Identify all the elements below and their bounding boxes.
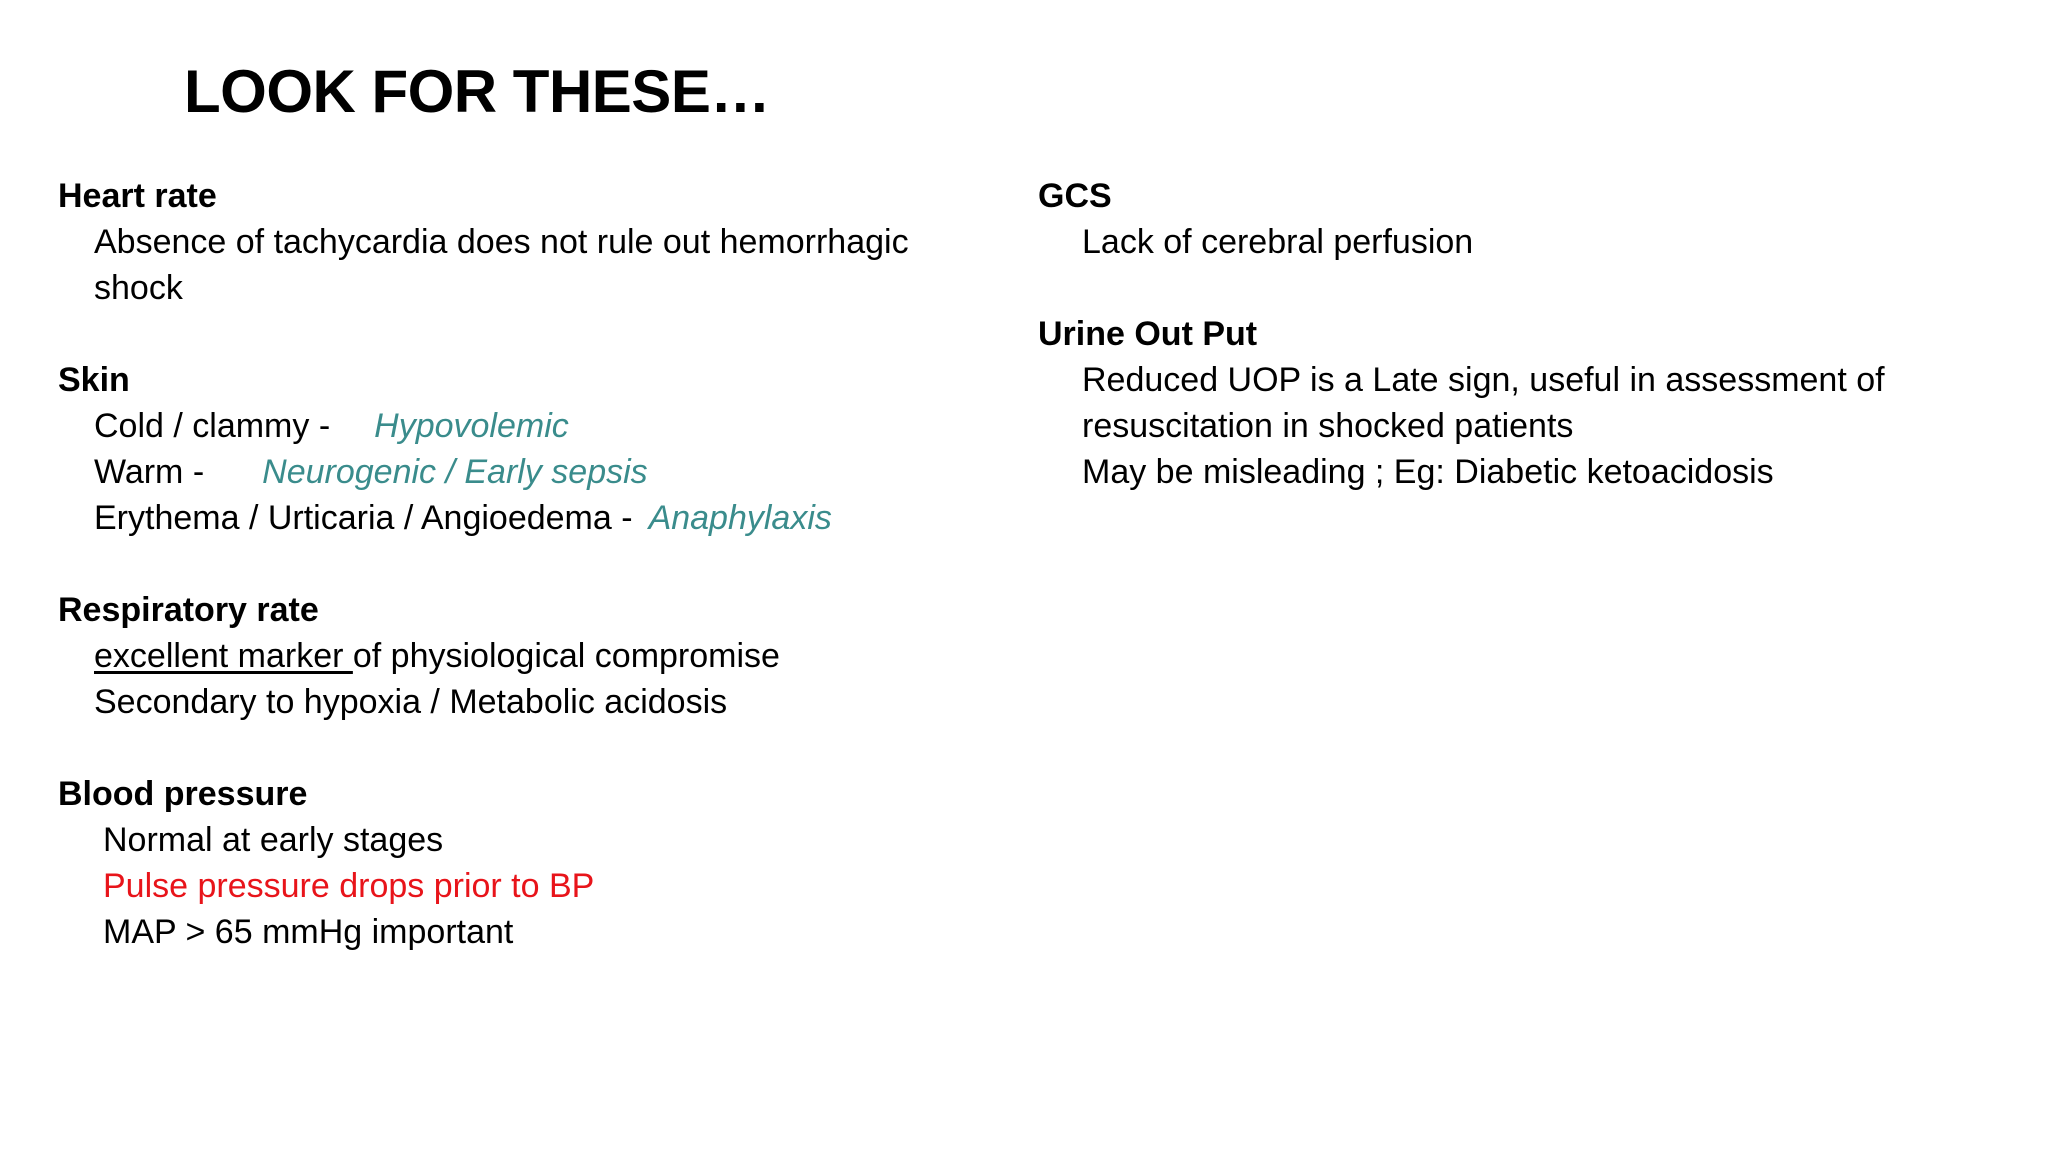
respiratory-rate-section	[58, 587, 1018, 725]
skin-row-1-accent: Hypovolemic	[374, 407, 569, 445]
right-column	[1038, 173, 1998, 495]
blood-pressure-warning-line: Pulse pressure drops prior to BP	[103, 867, 595, 905]
urine-output-line-1: Reduced UOP is a Late sign, useful in assessment of	[1082, 361, 1885, 399]
left-column	[58, 173, 1018, 955]
skin-section	[58, 357, 1018, 541]
section-gap	[58, 725, 1018, 771]
respiratory-line-1-rest: of physiological compromise	[352, 637, 780, 675]
urine-output-line-3: May be misleading ; Eg: Diabetic ketoacidosis	[1082, 453, 1774, 491]
skin-row-3-accent: Anaphylaxis	[648, 499, 832, 537]
blood-pressure-line-1: Normal at early stages	[103, 821, 444, 859]
skin-row-3-text: Erythema / Urticaria / Angioedema -	[94, 499, 633, 537]
skin-heading: Skin	[58, 361, 130, 399]
heart-rate-line-1: Absence of tachycardia does not rule out hemorrhagic	[94, 223, 909, 261]
slide-title: LOOK FOR THESE…	[184, 58, 770, 125]
heart-rate-section	[58, 173, 1018, 311]
respiratory-rate-line-2: Secondary to hypoxia / Metabolic acidosis	[94, 683, 728, 721]
blood-pressure-section	[58, 771, 1018, 955]
gcs-line-1: Lack of cerebral perfusion	[1082, 223, 1474, 261]
skin-row-3	[58, 495, 1018, 541]
urine-output-section	[1038, 311, 1998, 495]
section-gap	[58, 311, 1018, 357]
blood-pressure-line-3: MAP > 65 mmHg important	[103, 913, 514, 951]
skin-row-2	[58, 449, 1018, 495]
blood-pressure-heading: Blood pressure	[58, 775, 308, 813]
gcs-section	[1038, 173, 1998, 265]
section-gap	[1038, 265, 1998, 311]
urine-output-line-2: resuscitation in shocked patients	[1082, 407, 1574, 445]
gcs-heading: GCS	[1038, 177, 1112, 215]
skin-row-2-accent: Neurogenic / Early sepsis	[262, 453, 648, 491]
heart-rate-heading: Heart rate	[58, 177, 217, 215]
urine-output-heading: Urine Out Put	[1038, 315, 1258, 353]
respiratory-underlined-text: excellent marker	[94, 637, 353, 675]
section-gap	[58, 541, 1018, 587]
respiratory-rate-heading: Respiratory rate	[58, 591, 319, 629]
heart-rate-line-2: shock	[94, 269, 183, 307]
skin-row-2-text: Warm -	[94, 453, 205, 491]
skin-row-1	[58, 403, 1018, 449]
skin-row-1-text: Cold / clammy -	[94, 407, 331, 445]
respiratory-rate-line-1	[58, 633, 1018, 679]
